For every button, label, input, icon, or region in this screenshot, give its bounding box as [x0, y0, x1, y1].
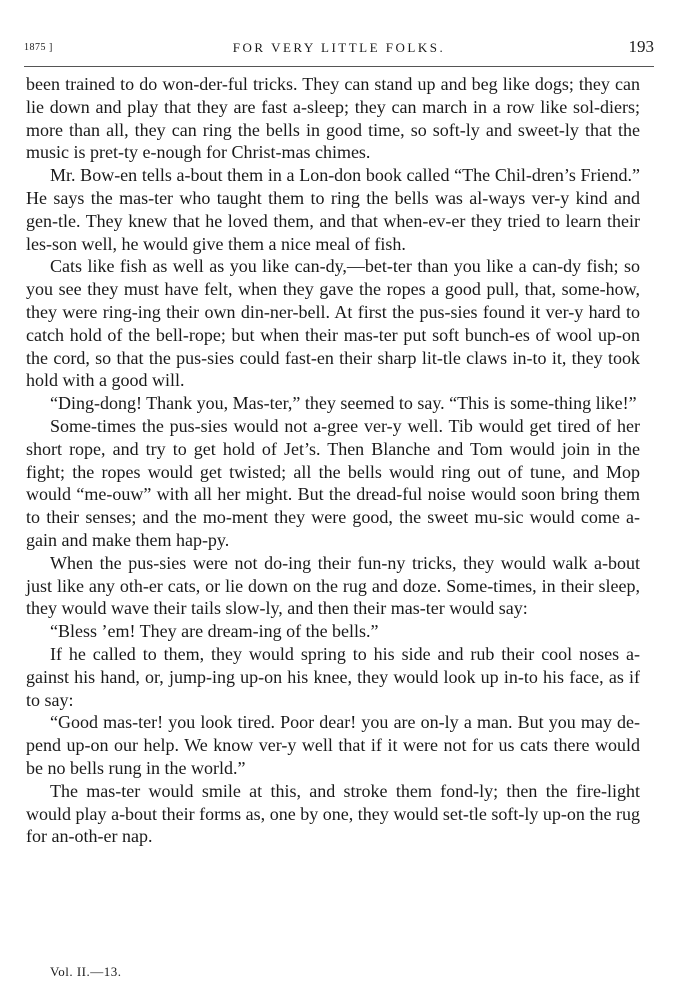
paragraph: If he called to them, they would spring to his side and rub their cool noses a-gainst his hand, or, jump-ing up-on his knee, they would look up in-to his face, as if to say:: [26, 643, 640, 710]
body-text: [26, 73, 640, 848]
header-year: 1875 ]: [24, 42, 53, 53]
paragraph: The mas-ter would smile at this, and stroke them fond-ly; then the fire-light would play a-bout their forms as, one by one, they would set-tle soft-ly up-on the rug for an-oth-er nap.: [26, 780, 640, 847]
paragraph: When the pus-sies were not do-ing their fun-ny tricks, they would walk a-bout just like any oth-er cats, or lie down on the rug and doze. Some-times, in their sleep, they would wave their tails slow-ly, and then their mas-ter would say:: [26, 552, 640, 619]
header-title: FOR VERY LITTLE FOLKS.: [232, 40, 446, 55]
paragraph: Cats like fish as well as you like can-dy,—bet-ter than you like a can-dy fish; so you see they must have felt, when they gave the ropes a good pull, that, some-how, they were ring-ing their own din-ner-bell. At first the pus-sies found it ver-y hard to catch hold of the bell-rope; but when their mas-ter put soft bunch-es of wool up-on the cord, so that the pus-sies could fast-en their sharp lit-tle claws in-to it, they took hold with a good will.: [26, 256, 640, 391]
page-number: 193: [628, 37, 654, 56]
paragraph: “Ding-dong! Thank you, Mas-ter,” they seemed to say. “This is some-thing like!”: [50, 393, 637, 414]
header-rule: [24, 66, 654, 67]
running-header: [24, 38, 654, 60]
paragraph: Mr. Bow-en tells a-bout them in a Lon-don book called “The Chil-dren’s Friend.” He says the mas-ter who taught them to ring the bells was al-ways ver-y kind and gen-tle. They knew that he loved them, and that when-ev-er they tried to learn their les-son well, he would give them a nice meal of fish.: [26, 165, 640, 254]
paragraph: “Good mas-ter! you look tired. Poor dear! you are on-ly a man. But you may de-pend up-on our help. We know ver-y well that if it were not for us cats there would be no bells rung in the world.”: [26, 712, 640, 778]
paragraph: been trained to do won-der-ful tricks. They can stand up and beg like dogs; they can lie down and play that they are fast a-sleep; they can march in a row like sol-diers; more than all, they can ring the bells in good time, so soft-ly and sweet-ly that the music is pret-ty e-nough for Christ-mas chimes.: [26, 74, 640, 163]
signature-mark: Vol. II.—13.: [50, 964, 122, 979]
paragraph: Some-times the pus-sies would not a-gree ver-y well. Tib would get tired of her short rope, and try to get hold of Jet’s. Then Blanche and Tom would join in the fight; the ropes would get twisted; all the bells would ring out of tune, and Mop would “me-ouw” with all her might. But the dread-ful noise would soon bring them to their senses; and the mo-ment they were good, the sweet mu-sic would come a-gain and make them hap-py.: [26, 415, 640, 550]
paragraph: “Bless ’em! They are dream-ing of the bells.”: [50, 621, 379, 642]
